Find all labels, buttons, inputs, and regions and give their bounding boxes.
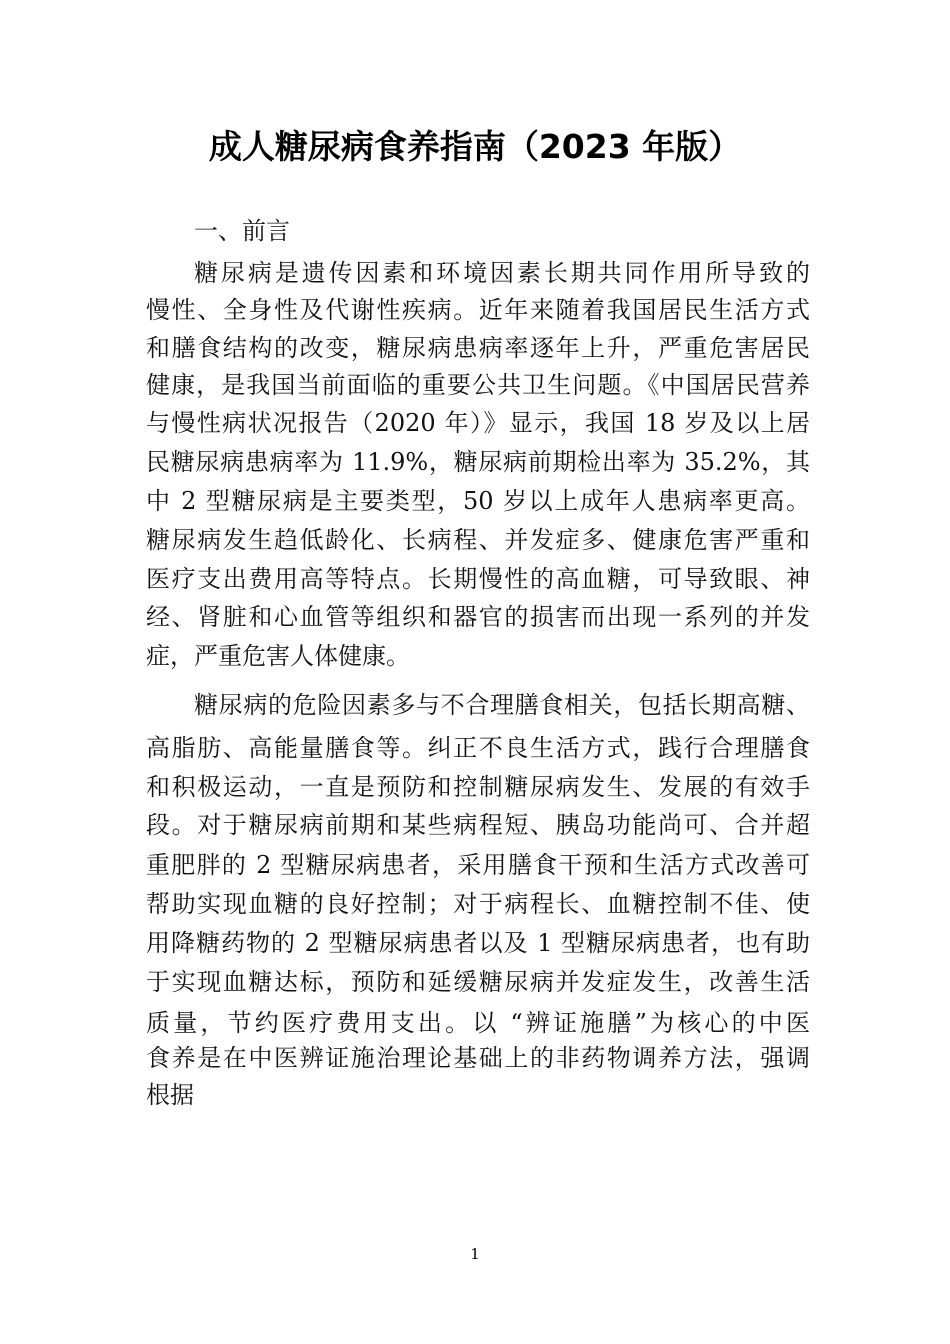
paragraph-line: 中 2 型糖尿病是主要类型，50 岁以上成年人患病率更高。 [146, 487, 810, 515]
paragraph-line: 于实现血糖达标，预防和延缓糖尿病并发症发生，改善生活 [146, 968, 810, 996]
paragraph-line: 与慢性病状况报告（2020 年）》显示，我国 18 岁及以上居 [146, 409, 810, 437]
paragraph-line: 高脂肪、高能量膳食等。纠正不良生活方式，践行合理膳食 [146, 734, 810, 762]
paragraph-line: 帮助实现血糖的良好控制；对于病程长、血糖控制不佳、使 [146, 890, 810, 918]
paragraph-line: 医疗支出费用高等特点。长期慢性的高血糖，可导致眼、神 [146, 565, 810, 593]
paragraph-line: 和积极运动，一直是预防和控制糖尿病发生、发展的有效手 [146, 773, 810, 801]
section-heading: 一、前言 [194, 217, 290, 245]
paragraph-line: 健康，是我国当前面临的重要公共卫生问题。《中国居民营养 [146, 371, 810, 399]
paragraph-line: 糖尿病是遗传因素和环境因素长期共同作用所导致的 [194, 259, 810, 287]
paragraph-line: 民糖尿病患病率为 11.9%，糖尿病前期检出率为 35.2%，其 [146, 448, 810, 476]
page-number: 1 [470, 1245, 480, 1263]
paragraph-line: 根据 [146, 1081, 194, 1109]
paragraph-line: 症，严重危害人体健康。 [146, 642, 410, 670]
paragraph-line: 食养是在中医辨证施治理论基础上的非药物调养方法，强调 [146, 1044, 810, 1072]
paragraph-line: 重肥胖的 2 型糖尿病患者，采用膳食干预和生活方式改善可 [146, 851, 810, 879]
paragraph-line: 段。对于糖尿病前期和某些病程短、胰岛功能尚可、合并超 [146, 811, 810, 839]
paragraph-line: 和膳食结构的改变，糖尿病患病率逐年上升，严重危害居民 [146, 334, 810, 362]
paragraph-line: 经、肾脏和心血管等组织和器官的损害而出现一系列的并发 [146, 603, 810, 631]
paragraph-line: 糖尿病的危险因素多与不合理膳食相关，包括长期高糖、 [194, 691, 810, 719]
document-title: 成人糖尿病食养指南（2023 年版） [208, 127, 742, 166]
paragraph-line: 用降糖药物的 2 型糖尿病患者以及 1 型糖尿病患者，也有助 [146, 929, 810, 957]
paragraph-line: 糖尿病发生趋低龄化、长病程、并发症多、健康危害严重和 [146, 526, 810, 554]
paragraph-line: 质量，节约医疗费用支出。以 “辨证施膳”为核心的中医 [146, 1009, 810, 1037]
paragraph-line: 慢性、全身性及代谢性疾病。近年来随着我国居民生活方式 [146, 296, 810, 324]
